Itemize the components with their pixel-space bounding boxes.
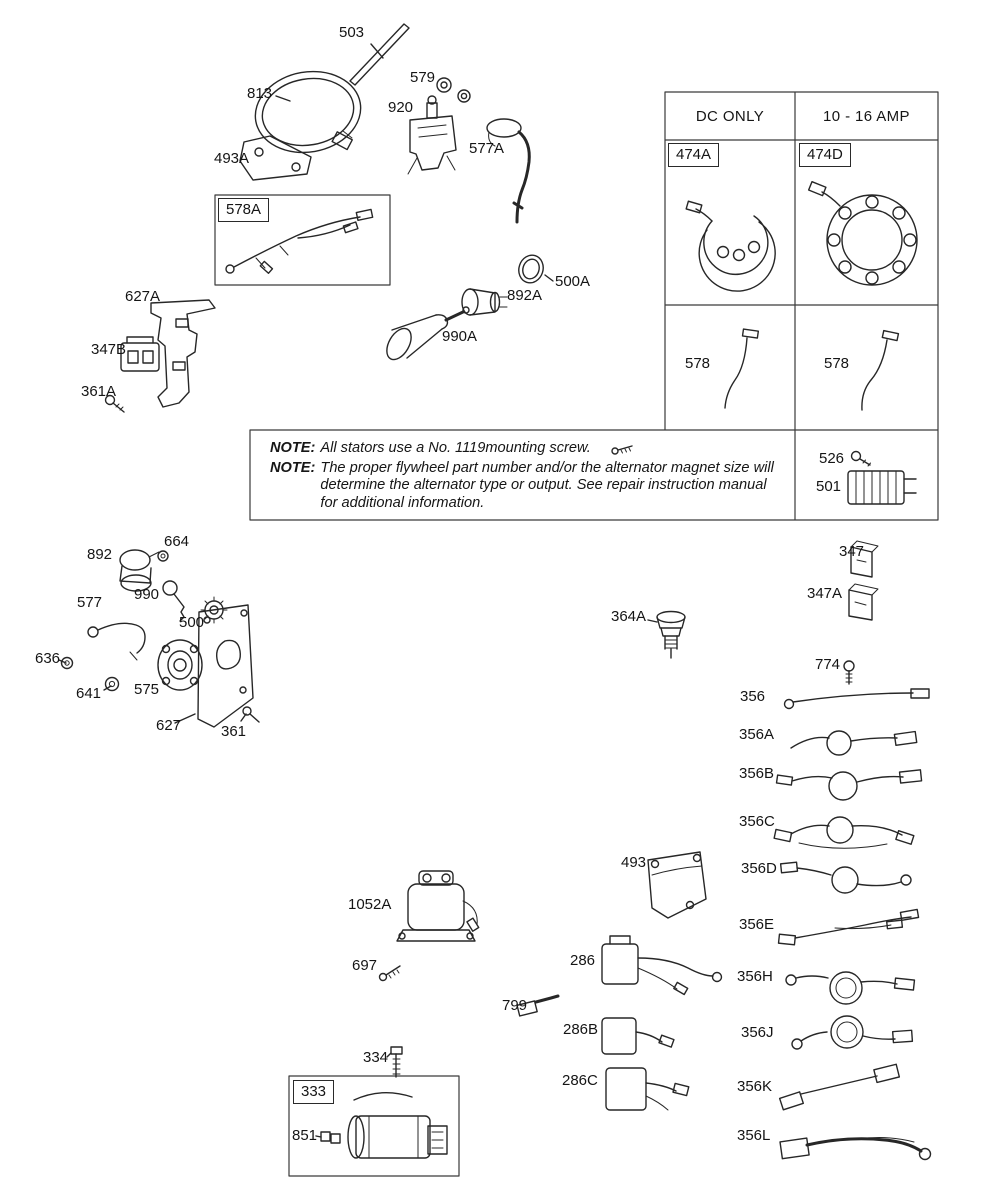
part-label-347B: 347B xyxy=(91,341,127,358)
part-label-579: 579 xyxy=(410,69,436,86)
part-label-493: 493 xyxy=(621,854,647,871)
part-label-286: 286 xyxy=(570,952,596,969)
note-1-tag: NOTE: xyxy=(270,440,316,456)
part-label-356L: 356L xyxy=(737,1127,771,1144)
part-label-774: 774 xyxy=(815,656,841,673)
part-label-578-amp: 578 xyxy=(824,355,850,372)
part-label-286C: 286C xyxy=(562,1072,598,1089)
part-label-503: 503 xyxy=(339,24,365,41)
boxed-label-333: 333 xyxy=(293,1080,334,1104)
part-label-641: 641 xyxy=(76,685,102,702)
part-label-578-dc: 578 xyxy=(685,355,711,372)
part-label-990A: 990A xyxy=(442,328,478,345)
part-label-361A: 361A xyxy=(81,383,117,400)
boxed-label-474D: 474D xyxy=(799,143,851,167)
boxed-label-578A: 578A xyxy=(218,198,269,222)
part-label-356K: 356K xyxy=(737,1078,773,1095)
part-label-356: 356 xyxy=(740,688,766,705)
part-label-356J: 356J xyxy=(741,1024,774,1041)
part-label-1052A: 1052A xyxy=(348,896,392,913)
part-label-851: 851 xyxy=(292,1127,318,1144)
part-label-500A: 500A xyxy=(555,273,591,290)
part-label-501: 501 xyxy=(816,478,842,495)
note-1-text: All stators use a No. 1119mounting screw. xyxy=(320,440,591,456)
part-label-697: 697 xyxy=(352,957,378,974)
part-label-356H: 356H xyxy=(737,968,773,985)
header-10-16-amp-text: 10 - 16 AMP xyxy=(823,107,910,125)
part-label-990: 990 xyxy=(134,586,160,603)
part-label-892A: 892A xyxy=(507,287,543,304)
part-label-347A: 347A xyxy=(807,585,843,602)
part-label-356D: 356D xyxy=(741,860,777,877)
part-label-577: 577 xyxy=(77,594,103,611)
boxed-label-474A: 474A xyxy=(668,143,719,167)
part-label-347: 347 xyxy=(839,543,865,560)
part-label-334: 334 xyxy=(363,1049,389,1066)
part-label-356A: 356A xyxy=(739,726,775,743)
part-label-577A: 577A xyxy=(469,140,505,157)
part-label-356B: 356B xyxy=(739,765,775,782)
part-label-356C: 356C xyxy=(739,813,775,830)
part-label-526: 526 xyxy=(819,450,845,467)
part-label-627: 627 xyxy=(156,717,182,734)
part-label-799: 799 xyxy=(502,997,528,1014)
part-label-627A: 627A xyxy=(125,288,161,305)
part-label-286B: 286B xyxy=(563,1021,599,1038)
part-label-813: 813 xyxy=(247,85,273,102)
part-label-664: 664 xyxy=(164,533,190,550)
note-2-tag: NOTE: xyxy=(270,460,316,477)
part-label-356E: 356E xyxy=(739,916,775,933)
note-2-text: The proper flywheel part number and/or the alternator magnet size will determine the alternator type or output. See repair instruction manual for additional information. xyxy=(320,460,774,511)
part-label-493A: 493A xyxy=(214,150,250,167)
part-label-920: 920 xyxy=(388,99,414,116)
part-label-575: 575 xyxy=(134,681,160,698)
part-label-500: 500 xyxy=(179,614,205,631)
header-dc-only-text: DC ONLY xyxy=(695,107,765,125)
part-label-361: 361 xyxy=(221,723,247,740)
part-label-892: 892 xyxy=(87,546,113,563)
part-label-636: 636 xyxy=(35,650,61,667)
part-label-364A: 364A xyxy=(611,608,647,625)
